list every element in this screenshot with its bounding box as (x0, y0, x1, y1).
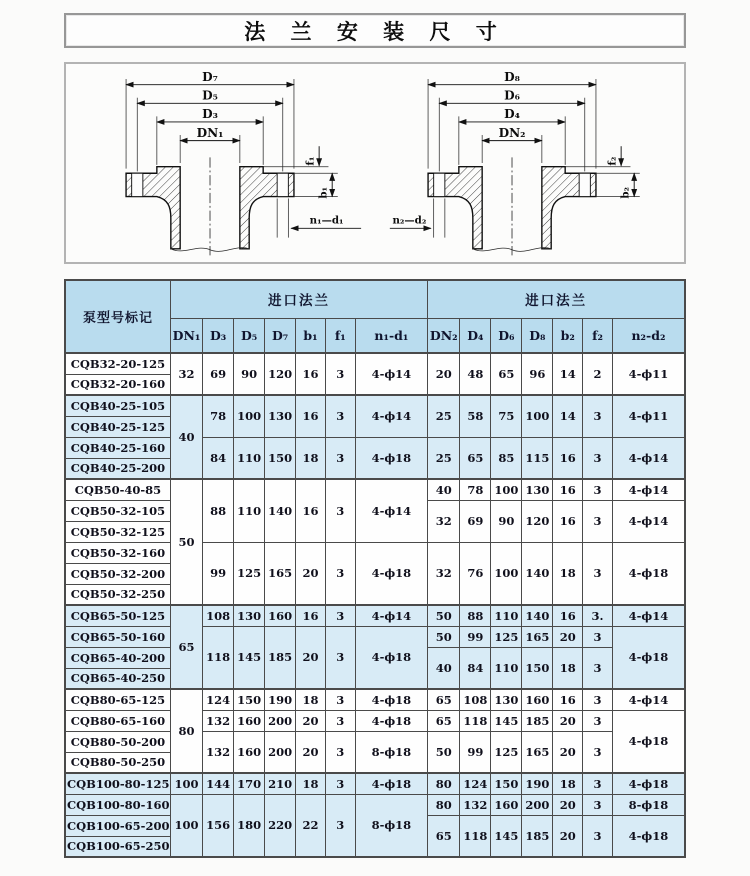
dim-label-f1: f₁ (304, 156, 317, 166)
header-group-outlet: 进口法兰 (428, 280, 685, 318)
table-row (65, 689, 685, 710)
dim-cell: 4-ϕ18 (612, 815, 685, 857)
dim-cell: 3 (583, 479, 613, 500)
dim-cell: 16 (296, 479, 326, 542)
dim-cell: 3 (325, 689, 355, 710)
dim-cell: 180 (234, 794, 265, 857)
dim-cell: 4-ϕ18 (612, 773, 685, 794)
col-header-b2: b₂ (553, 318, 583, 353)
dim-cell: 16 (553, 500, 583, 542)
dim-cell: 18 (296, 689, 326, 710)
dim-cell: 20 (428, 353, 460, 395)
dim-cell: 132 (203, 731, 234, 773)
dim-cell: 144 (203, 773, 234, 794)
dim-cell: 25 (428, 395, 460, 437)
dim-cell: 160 (491, 794, 522, 815)
dim-cell: 16 (553, 437, 583, 479)
dim-cell: 18 (296, 773, 326, 794)
dim-cell: 3 (583, 815, 613, 857)
dim-cell: 75 (491, 395, 522, 437)
dim-cell: 3 (325, 710, 355, 731)
dim-cell: 145 (491, 710, 522, 731)
col-header-d8: D₈ (522, 318, 553, 353)
dim-cell: 100 (522, 395, 553, 437)
page-title: 法 兰 安 装 尺 寸 (244, 19, 506, 44)
dim-cell: 40 (428, 647, 460, 689)
dim-cell: 99 (203, 542, 234, 605)
model-cell: CQB65-40-250 (65, 668, 170, 689)
dim-cell: 3 (325, 353, 355, 395)
dim-cell: 4-ϕ18 (355, 437, 428, 479)
dim-cell: 8-ϕ18 (612, 794, 685, 815)
dim-cell: 100 (170, 794, 202, 857)
table-row (65, 353, 685, 374)
dim-cell: 4-ϕ18 (355, 689, 428, 710)
dim-cell: 118 (203, 626, 234, 689)
dim-cell: 48 (460, 353, 491, 395)
dim-cell: 100 (234, 395, 265, 437)
dim-cell: 130 (234, 605, 265, 626)
model-cell: CQB50-32-125 (65, 521, 170, 542)
dim-cell: 4-ϕ18 (612, 710, 685, 773)
dim-cell: 4-ϕ14 (355, 605, 428, 626)
dim-cell: 3 (325, 395, 355, 437)
dim-cell: 3 (583, 689, 613, 710)
dim-cell: 120 (265, 353, 296, 395)
dim-cell: 108 (460, 689, 491, 710)
dim-cell: 150 (265, 437, 296, 479)
dim-cell: 110 (491, 605, 522, 626)
dim-cell: 32 (170, 353, 202, 395)
dim-cell: 125 (491, 731, 522, 773)
model-cell: CQB80-65-160 (65, 710, 170, 731)
dim-cell: 110 (234, 437, 265, 479)
dim-cell: 130 (522, 479, 553, 500)
dim-cell: 3 (325, 773, 355, 794)
col-header-d5: D₅ (234, 318, 265, 353)
dim-cell: 3 (583, 773, 613, 794)
bolt-hole-left (131, 173, 142, 196)
dim-cell: 140 (522, 605, 553, 626)
dim-cell: 16 (553, 479, 583, 500)
col-header-n1d1: n₁-d₁ (355, 318, 428, 353)
dim-cell: 150 (234, 689, 265, 710)
dim-cell: 200 (522, 794, 553, 815)
dim-cell: 99 (460, 626, 491, 647)
model-cell: CQB40-25-200 (65, 458, 170, 479)
dim-label-n1d1: n₁—d₁ (309, 214, 344, 227)
dim-cell: 3 (583, 500, 613, 542)
model-cell: CQB65-50-160 (65, 626, 170, 647)
dim-cell: 84 (203, 437, 234, 479)
dim-cell: 20 (553, 815, 583, 857)
dim-cell: 3 (325, 794, 355, 857)
dim-cell: 4-ϕ14 (612, 605, 685, 626)
dim-cell: 18 (553, 542, 583, 605)
model-cell: CQB40-25-160 (65, 437, 170, 458)
dim-cell: 4-ϕ18 (612, 542, 685, 605)
dim-cell: 118 (460, 815, 491, 857)
dim-cell: 50 (170, 479, 202, 605)
dim-cell: 25 (428, 437, 460, 479)
dim-cell: 4-ϕ14 (612, 437, 685, 479)
dim-cell: 200 (265, 710, 296, 731)
bolt-hole-right (579, 173, 590, 196)
dim-cell: 8-ϕ18 (355, 731, 428, 773)
dim-cell: 165 (522, 626, 553, 647)
header-group-inlet: 进口法兰 (170, 280, 427, 318)
dim-cell: 118 (460, 710, 491, 731)
dim-cell: 90 (491, 500, 522, 542)
table-row (65, 605, 685, 626)
dim-cell: 185 (265, 626, 296, 689)
dim-cell: 50 (428, 731, 460, 773)
col-header-b1: b₁ (296, 318, 326, 353)
dim-cell: 110 (234, 479, 265, 542)
col-header-d6: D₆ (491, 318, 522, 353)
dim-cell: 130 (265, 395, 296, 437)
dim-cell: 4-ϕ14 (612, 500, 685, 542)
dim-cell: 4-ϕ14 (355, 353, 428, 395)
dim-cell: 65 (170, 605, 202, 689)
dim-cell: 18 (296, 437, 326, 479)
dim-cell: 90 (234, 353, 265, 395)
dim-cell: 20 (296, 626, 326, 689)
dim-cell: 20 (553, 794, 583, 815)
model-cell: CQB40-25-105 (65, 395, 170, 416)
dim-cell: 165 (265, 542, 296, 605)
flange-diagram-outlet (377, 66, 675, 260)
dim-cell: 4-ϕ18 (355, 710, 428, 731)
header-row-groups (65, 280, 685, 318)
dim-label-b2: b₂ (619, 187, 632, 199)
table-row (65, 479, 685, 500)
dim-cell: 4-ϕ18 (355, 773, 428, 794)
dim-cell: 32 (428, 500, 460, 542)
dim-cell: 32 (428, 542, 460, 605)
dim-cell: 78 (460, 479, 491, 500)
dim-cell: 18 (553, 773, 583, 794)
dim-cell: 22 (296, 794, 326, 857)
dim-cell: 20 (296, 542, 326, 605)
model-cell: CQB32-20-125 (65, 353, 170, 374)
spec-table (64, 279, 686, 858)
dim-cell: 200 (265, 731, 296, 773)
dim-label-d5: D₅ (201, 88, 218, 103)
dim-cell: 16 (296, 395, 326, 437)
dim-cell: 65 (460, 437, 491, 479)
dim-cell: 3 (325, 626, 355, 689)
dim-cell: 20 (296, 710, 326, 731)
model-cell: CQB50-32-160 (65, 542, 170, 563)
dim-cell: 65 (428, 710, 460, 731)
model-cell: CQB50-32-250 (65, 584, 170, 605)
dim-cell: 160 (265, 605, 296, 626)
dim-cell: 185 (522, 710, 553, 731)
dim-cell: 145 (234, 626, 265, 689)
dim-label-n2d2: n₂—d₂ (392, 214, 427, 227)
dim-cell: 3 (325, 605, 355, 626)
table-row (65, 626, 685, 647)
dim-cell: 16 (553, 689, 583, 710)
dim-label-dn1: DN₁ (196, 125, 224, 140)
page (64, 0, 686, 858)
model-cell: CQB100-80-160 (65, 794, 170, 815)
dim-cell: 160 (522, 689, 553, 710)
dim-cell: 4-ϕ18 (612, 626, 685, 689)
dim-label-f2: f₂ (606, 156, 619, 166)
dim-cell: 145 (491, 815, 522, 857)
dim-cell: 120 (522, 500, 553, 542)
dim-cell: 4-ϕ14 (355, 395, 428, 437)
dim-cell: 4-ϕ14 (612, 479, 685, 500)
dim-cell: 50 (428, 605, 460, 626)
diagram-panel (64, 62, 686, 264)
table-body (65, 353, 685, 857)
table-row (65, 773, 685, 794)
model-cell: CQB80-50-250 (65, 752, 170, 773)
dim-cell: 16 (296, 605, 326, 626)
model-cell: CQB32-20-160 (65, 374, 170, 395)
dim-cell: 210 (265, 773, 296, 794)
dim-cell: 14 (553, 395, 583, 437)
dim-cell: 80 (428, 773, 460, 794)
dim-cell: 3 (325, 479, 355, 542)
dim-cell: 140 (265, 479, 296, 542)
dim-cell: 100 (170, 773, 202, 794)
dim-cell: 150 (491, 773, 522, 794)
dim-cell: 20 (296, 731, 326, 773)
model-cell: CQB80-50-200 (65, 731, 170, 752)
dim-cell: 76 (460, 542, 491, 605)
dim-cell: 100 (491, 479, 522, 500)
bolt-hole-left (434, 173, 445, 196)
table-row (65, 542, 685, 563)
dim-cell: 3 (583, 731, 613, 773)
dim-label-d8: D₈ (504, 69, 521, 84)
model-cell: CQB80-65-125 (65, 689, 170, 710)
dim-cell: 4-ϕ14 (355, 479, 428, 542)
dim-cell: 96 (522, 353, 553, 395)
dim-cell: 3 (583, 794, 613, 815)
dim-cell: 132 (203, 710, 234, 731)
model-cell: CQB100-80-125 (65, 773, 170, 794)
dim-cell: 20 (553, 626, 583, 647)
col-header-f2: f₂ (583, 318, 613, 353)
dim-cell: 14 (553, 353, 583, 395)
model-cell: CQB65-40-200 (65, 647, 170, 668)
dim-cell: 124 (460, 773, 491, 794)
dim-cell: 4-ϕ11 (612, 353, 685, 395)
dim-cell: 3 (583, 437, 613, 479)
dim-cell: 69 (460, 500, 491, 542)
dim-cell: 3 (325, 731, 355, 773)
header-model: 泵型号标记 (65, 280, 170, 353)
dim-cell: 170 (234, 773, 265, 794)
dim-cell: 3. (583, 605, 613, 626)
col-header-d7: D₇ (265, 318, 296, 353)
dim-cell: 20 (553, 710, 583, 731)
dim-cell: 99 (460, 731, 491, 773)
dim-cell: 160 (234, 710, 265, 731)
dim-cell: 16 (296, 353, 326, 395)
dim-label-d7: D₇ (201, 69, 218, 84)
title-box (64, 13, 686, 48)
dim-cell: 108 (203, 605, 234, 626)
model-cell: CQB100-65-200 (65, 815, 170, 836)
dim-cell: 115 (522, 437, 553, 479)
dim-cell: 4-ϕ18 (355, 542, 428, 605)
dim-cell: 185 (522, 815, 553, 857)
dim-label-d3: D₃ (201, 107, 218, 122)
model-cell: CQB40-25-125 (65, 416, 170, 437)
dim-cell: 110 (491, 647, 522, 689)
dim-cell: 4-ϕ14 (612, 689, 685, 710)
dim-cell: 78 (203, 395, 234, 437)
dim-cell: 130 (491, 689, 522, 710)
dim-cell: 156 (203, 794, 234, 857)
dim-cell: 3 (583, 710, 613, 731)
col-header-n2d2: n₂-d₂ (612, 318, 685, 353)
dim-cell: 58 (460, 395, 491, 437)
dim-cell: 2 (583, 353, 613, 395)
dim-cell: 160 (234, 731, 265, 773)
dim-cell: 20 (553, 731, 583, 773)
dim-cell: 80 (428, 794, 460, 815)
dim-cell: 50 (428, 626, 460, 647)
dim-cell: 40 (170, 395, 202, 479)
flange-diagram-inlet (75, 66, 373, 260)
dim-cell: 125 (491, 626, 522, 647)
dim-cell: 132 (460, 794, 491, 815)
dim-cell: 88 (203, 479, 234, 542)
dim-cell: 124 (203, 689, 234, 710)
dim-cell: 220 (265, 794, 296, 857)
model-cell: CQB50-32-200 (65, 563, 170, 584)
model-cell: CQB50-32-105 (65, 500, 170, 521)
dim-cell: 65 (428, 689, 460, 710)
col-header-d4: D₄ (460, 318, 491, 353)
dim-cell: 3 (583, 626, 613, 647)
dim-cell: 4-ϕ11 (612, 395, 685, 437)
col-header-dn1: DN₁ (170, 318, 202, 353)
dim-cell: 100 (491, 542, 522, 605)
dim-cell: 65 (491, 353, 522, 395)
table-row (65, 437, 685, 458)
dim-label-d6: D₆ (504, 88, 521, 103)
dim-cell: 150 (522, 647, 553, 689)
table-row (65, 794, 685, 815)
dim-cell: 85 (491, 437, 522, 479)
dim-cell: 190 (265, 689, 296, 710)
dim-cell: 65 (428, 815, 460, 857)
dim-cell: 8-ϕ18 (355, 794, 428, 857)
table-row (65, 731, 685, 752)
model-cell: CQB50-40-85 (65, 479, 170, 500)
dim-cell: 4-ϕ18 (355, 626, 428, 689)
dim-cell: 3 (583, 542, 613, 605)
dim-cell: 40 (428, 479, 460, 500)
table-row (65, 710, 685, 731)
dim-cell: 3 (325, 542, 355, 605)
dim-cell: 3 (583, 647, 613, 689)
dim-cell: 190 (522, 773, 553, 794)
bolt-hole-right (277, 173, 288, 196)
dim-label-b1: b₁ (317, 187, 330, 199)
dim-cell: 140 (522, 542, 553, 605)
col-header-f1: f₁ (325, 318, 355, 353)
dim-cell: 18 (553, 647, 583, 689)
dim-cell: 80 (170, 689, 202, 773)
col-header-dn2: DN₂ (428, 318, 460, 353)
table-row (65, 395, 685, 416)
dim-cell: 88 (460, 605, 491, 626)
dim-cell: 125 (234, 542, 265, 605)
dim-cell: 84 (460, 647, 491, 689)
dim-cell: 16 (553, 605, 583, 626)
dim-cell: 3 (325, 437, 355, 479)
dim-cell: 3 (583, 395, 613, 437)
dim-cell: 69 (203, 353, 234, 395)
dim-label-d4: D₄ (504, 107, 521, 122)
dim-cell: 165 (522, 731, 553, 773)
model-cell: CQB100-65-250 (65, 836, 170, 857)
model-cell: CQB65-50-125 (65, 605, 170, 626)
dim-label-dn2: DN₂ (498, 125, 526, 140)
col-header-d3: D₃ (203, 318, 234, 353)
